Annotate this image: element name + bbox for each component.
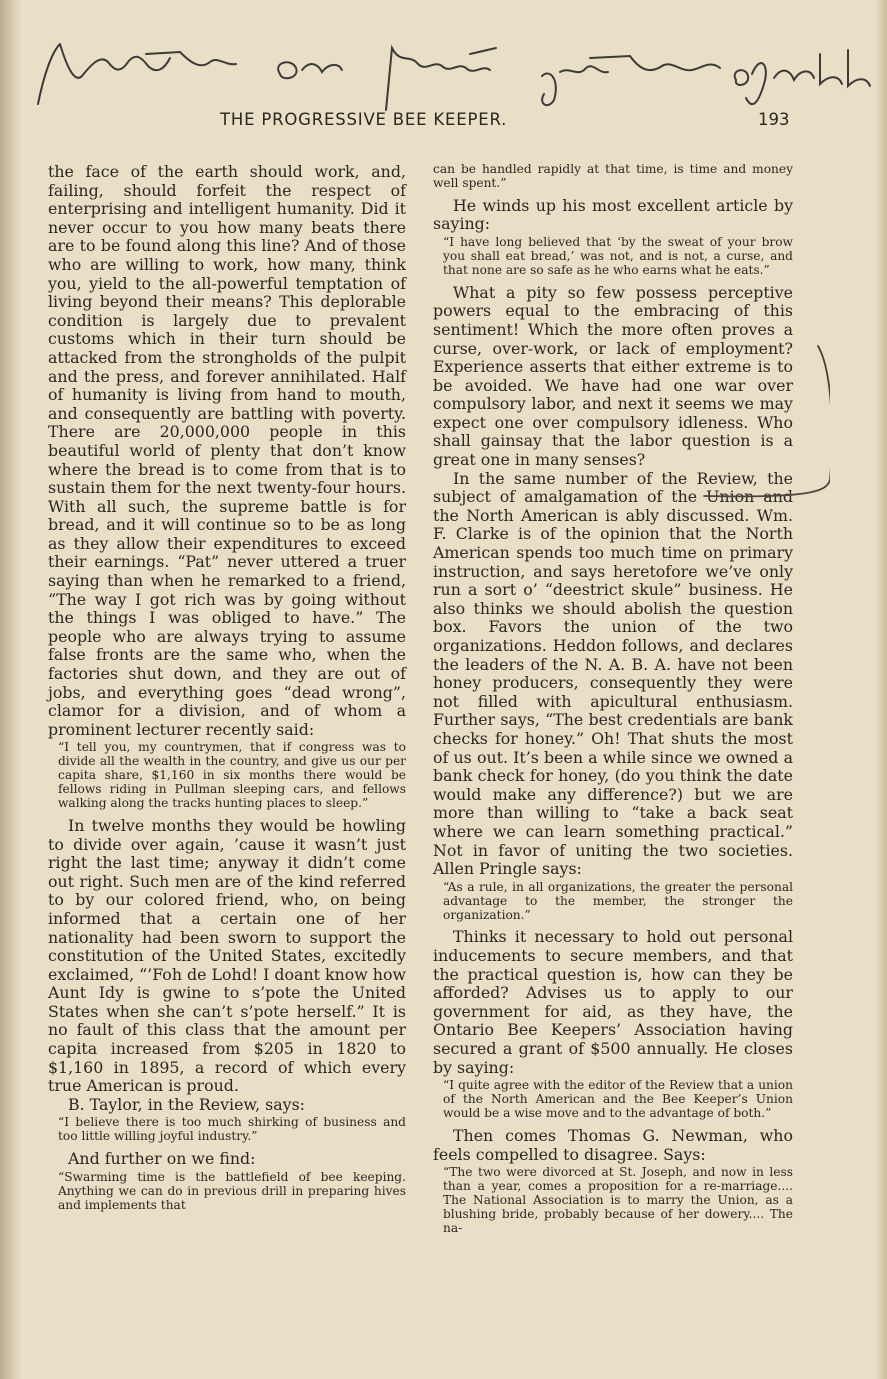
page-title: THE PROGRESSIVE BEE KEEPER. [220, 110, 508, 129]
left-column [48, 163, 406, 1219]
paragraph: B. Taylor, in the Review, says: [68, 1094, 305, 1114]
block-quote: “I tell you, my countrymen, that if congress was to divide all the wealth in the country, and give us our per capita share, $1,160 in six months there would be fellows riding in Pullman sleeping cars, and fellows walking along the tracks hunting places to sleep.” [58, 740, 406, 811]
right-column [433, 163, 793, 1242]
paragraph: the face of the earth should work, and, failing, should forfeit the respect of enterprising and intelligent humanity. Did it never occur to you how many beats there are to be found along this line? And of those who are willing to work, how many, think you, yield to the all-powerful temptation of living beyond their means? This deplorable condition is largely due to prevalent customs which in their turn should be attacked from the strongholds of the pulpit and the press, and forever annihilated. Half of humanity is living from hand to mouth, and consequently are battling with poverty. There are 20,000,000 people in this beautiful world of plenty that don’t know where the bread is to come from that is to sustain them for the next twenty-four hours. With all such, the supreme battle is for bread, and it will continue so to be as long as they allow their expenditures to exceed their earnings. “Pat” never uttered a truer saying than when he remarked to a friend, “The way I got rich was by going without the things I was obliged to have.” The people who are always trying to assume false fronts are the same who, when the factories shut down, and they are out of jobs, and everything goes “dead wrong”, clamor for a division, and of whom a prominent lecturer recently said: [48, 162, 406, 739]
block-quote: “As a rule, in all organizations, the greater the personal advantage to the member, the stronger the organization.” [443, 879, 793, 922]
block-quote: “I quite agree with the editor of the Review that a union of the North American and the Bee Keeper’s Union would be a wise move and to the advantage of both.” [443, 1078, 793, 1120]
handwritten-annotation [30, 14, 880, 114]
block-quote-continued: can be handled rapidly at that time, is time and money well spent.” [433, 162, 793, 190]
block-quote: “Swarming time is the battlefield of bee keeping. Anything we can do in previous drill in preparing hives and implements that [58, 1169, 406, 1212]
paragraph: What a pity so few possess perceptive powers equal to the embracing of this sentiment! Which the more often proves a curse, over-work, or lack of employment? Experience asserts that either extreme is to be avoided. We have had one war over compulsory labor, and next it seems we may expect one over compulsory idleness. Who shall gainsay that the labor question is a great one in many senses? [433, 282, 793, 470]
paragraph: He winds up his most excellent article by saying: [433, 195, 793, 234]
handwriting-scrawl [30, 14, 880, 114]
page-edge [875, 0, 887, 1379]
paragraph: Thinks it necessary to hold out personal inducements to secure members, and that the practical question is, how can they be afforded? Advises us to apply to our government for aid, as they have, the Ontario Bee Keepers’ Association having secured a grant of $500 annually. He closes by saying: [433, 927, 793, 1077]
block-quote: “I believe there is too much shirking of business and too little willing joyful industry.” [58, 1115, 406, 1144]
paragraph: In twelve months they would be howling to divide over again, ’cause it wasn’t just right the last time; anyway it didn’t come out right. Such men are of the kind referred to by our colored friend, who, on being informed that a certain one of her nationality had been sworn to support the constitution of the United States, excitedly exclaimed, “’Foh de Lohd! I doant know how Aunt Idy is gwine to s’pote the United States when she can’t s’pote herself.” It is no fault of this class that the amount per capita increased from $205 in 1820 to $1,160 in 1895, a record of which every true American is proud. [48, 815, 406, 1096]
pencil-bracket-mark [700, 340, 830, 510]
running-header [40, 110, 800, 136]
page-number: 193 [758, 110, 790, 129]
paragraph: In the same number of the Review, the subject of amalgamation of the Union and the North American is ably discussed. Wm. F. Clarke is of the opinion that the North American spends too much time on primary instruction, and says heretofore we’ve only run a sort o’ “deestrict skule” business. He also thinks we should abolish the question box. Favors the union of the two organizations. Heddon follows, and declares the leaders of the N. A. B. A. have not been honey producers, consequently they were not filled with apicultural enthusiasm. Further says, “The best credentials are bank checks for honey.” Oh! That shuts the most of us out. It’s been a while since we owned a bank check for honey, (do you think the date would make any difference?) but we are more than willing to “take a back seat where we can learn something practical.” Not in favor of uniting the two societies. Allen Pringle says: [433, 468, 793, 879]
block-quote: “I have long believed that ‘by the sweat of your brow you shall eat bread,’ was not, and is not, a curse, and that none are so safe as he who earns what he eats.” [443, 235, 793, 277]
paragraph: And further on we find: [68, 1149, 256, 1169]
paragraph: Then comes Thomas G. Newman, who feels compelled to disagree. Says: [433, 1125, 793, 1164]
block-quote: “The two were divorced at St. Joseph, and now in less than a year, comes a proposition for a re-marriage.... The National Association is to marry the Union, as a blushing bride, probably because of her dowery.... The na- [443, 1165, 793, 1235]
page-binding-shadow [0, 0, 22, 1379]
